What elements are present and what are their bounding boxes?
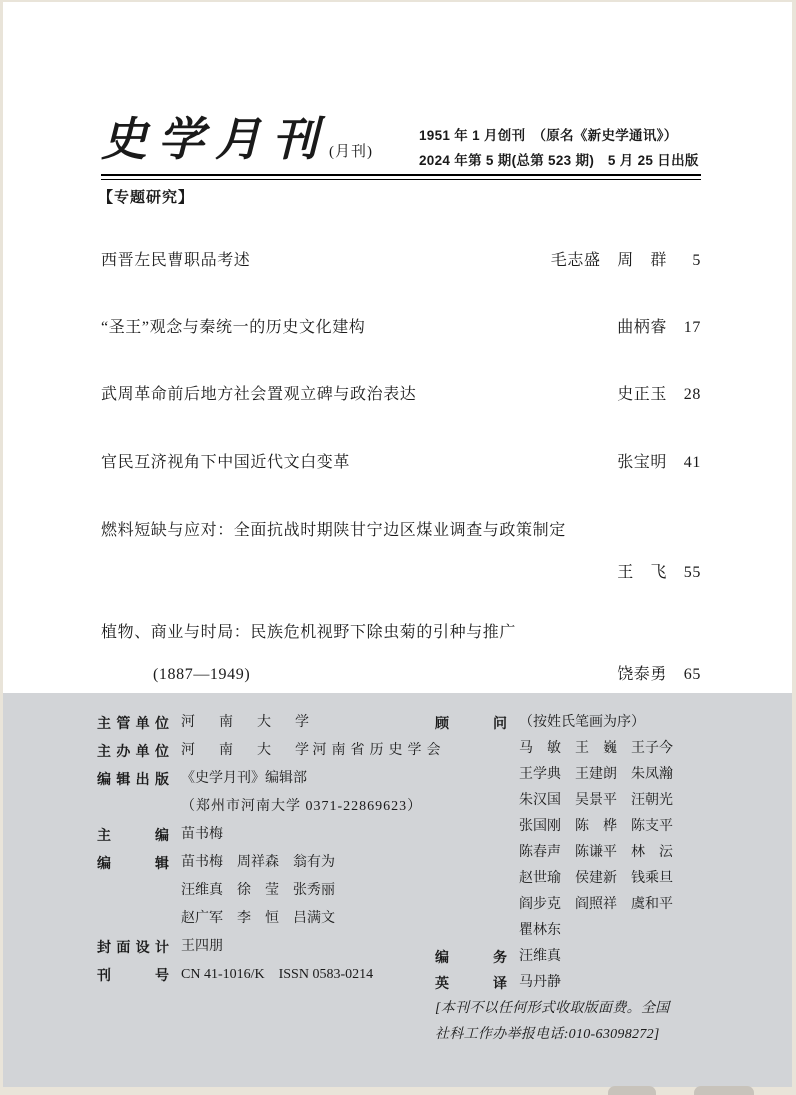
office-row <box>435 944 673 970</box>
publisher-label: 编辑出版 <box>97 771 169 787</box>
advisor-names: 陈春声 陈谦平 林 沄 <box>519 845 673 860</box>
advisor-names: 赵世瑜 侯建新 钱乘旦 <box>519 871 673 886</box>
article-page-number: 41 <box>683 454 701 471</box>
journal-title <box>101 110 373 168</box>
cover-design-label: 封面设计 <box>97 939 169 955</box>
publisher-name: 《史学月刊》编辑部 <box>181 771 307 786</box>
cover-design-name: 王四朋 <box>181 939 223 954</box>
section-heading: 【专题研究】 <box>98 189 195 206</box>
colophon-right-column <box>435 710 673 1048</box>
toc-article <box>101 520 701 542</box>
article-authors: 王 飞 <box>617 564 667 581</box>
article-authors: 史正玉 <box>617 386 667 403</box>
colophon-panel <box>3 693 792 1087</box>
editors-line3: 赵广军 李 恒 吕满文 <box>181 911 335 926</box>
advisor-names: 张国刚 陈 桦 陈支平 <box>519 819 673 834</box>
toc-article <box>101 250 701 272</box>
article-title: 武周革命前后地方社会置观立碑与政治表达 <box>101 386 417 403</box>
advisor-names: 瞿林东 <box>519 923 561 938</box>
cover-design-row <box>97 933 441 961</box>
article-title: 植物、商业与时局：民族危机视野下除虫菊的引种与推广 <box>101 624 517 641</box>
issn-row <box>97 961 441 989</box>
founded-line: 1951 年 1 月创刊 （原名《新史学通讯》） <box>419 128 678 143</box>
supervisor-row <box>97 709 441 737</box>
chief-editor-name: 苗书梅 <box>181 827 223 842</box>
editors-row <box>97 849 441 933</box>
toc-article-continuation <box>101 664 701 686</box>
article-authors: 毛志盛 周 群 <box>550 252 667 269</box>
supervisor-value: 河 南 大 学 <box>181 715 309 730</box>
advisor-names: 阎步克 阎照祥 虞和平 <box>519 897 673 912</box>
translator-label: 英译 <box>435 975 507 991</box>
toc-article <box>101 317 701 339</box>
organizer-line1: 河 南 大 学 <box>181 743 309 758</box>
article-title: “圣王”观念与秦统一的历史文化建构 <box>101 319 366 336</box>
toc-article <box>101 622 701 644</box>
journal-subtitle: (月刊) <box>329 144 373 160</box>
no-fee-notice-line2: 社科工作办举报电话:010-63098272] <box>435 1027 660 1042</box>
article-authors: 曲柄睿 <box>617 319 667 336</box>
article-title: 燃料短缺与应对：全面抗战时期陕甘宁边区煤业调查与政策制定 <box>101 522 566 539</box>
journal-title-calligraphy: 史学月刊 <box>101 112 329 166</box>
colophon-left-column <box>97 709 441 989</box>
toc-article <box>101 384 701 406</box>
organizer-label: 主办单位 <box>97 743 169 759</box>
article-page-number: 5 <box>692 252 701 269</box>
issue-line: 2024 年第 5 期(总第 523 期) 5 月 25 日出版 <box>419 153 699 168</box>
article-page-number: 65 <box>683 666 701 683</box>
translator-row <box>435 970 673 996</box>
article-title: 官民互济视角下中国近代文白变革 <box>101 454 351 471</box>
issn-value: CN 41-1016/K ISSN 0583-0214 <box>181 967 374 982</box>
translator-name: 马丹静 <box>519 975 561 990</box>
toc-article-continuation <box>101 562 701 584</box>
editors-line2: 汪维真 徐 莹 张秀丽 <box>181 883 335 898</box>
article-page-number: 17 <box>683 319 701 336</box>
article-authors: 饶泰勇 <box>617 666 667 683</box>
advisor-names: 马 敏 王 巍 王子今 <box>519 741 673 756</box>
organizer-line2: 河南省历史学会 <box>312 743 441 758</box>
toc-article <box>101 452 701 474</box>
publisher-address: （郑州市河南大学 0371-22869623） <box>181 799 423 814</box>
chief-editor-label: 主编 <box>97 827 169 843</box>
article-page-number: 55 <box>683 564 701 581</box>
advisors-label: 顾问 <box>435 715 507 731</box>
article-authors: 张宝明 <box>617 454 667 471</box>
advisors-row <box>435 710 673 736</box>
organizer-row <box>97 737 441 765</box>
editors-label: 编辑 <box>97 855 169 871</box>
publisher-row <box>97 765 441 821</box>
article-title: 西晋左民曹职品考述 <box>101 252 251 269</box>
office-label: 编务 <box>435 949 507 965</box>
article-page-number: 28 <box>683 386 701 403</box>
article-title-line2: (1887—1949) <box>153 666 251 683</box>
issn-label: 刊号 <box>97 967 169 983</box>
advisor-names: 王学典 王建朗 朱凤瀚 <box>519 767 673 782</box>
masthead-info <box>419 123 699 173</box>
advisors-note: （按姓氏笔画为序） <box>519 715 645 730</box>
double-rule <box>101 174 701 180</box>
editors-line1: 苗书梅 周祥森 翁有为 <box>181 855 335 870</box>
chief-editor-row <box>97 821 441 849</box>
office-name: 汪维真 <box>519 949 561 964</box>
advisor-names: 朱汉国 吴景平 汪朝光 <box>519 793 673 808</box>
supervisor-label: 主管单位 <box>97 715 169 731</box>
no-fee-notice-line1: [本刊不以任何形式收取版面费。全国 <box>435 1001 670 1016</box>
journal-cover-page <box>3 2 792 1087</box>
